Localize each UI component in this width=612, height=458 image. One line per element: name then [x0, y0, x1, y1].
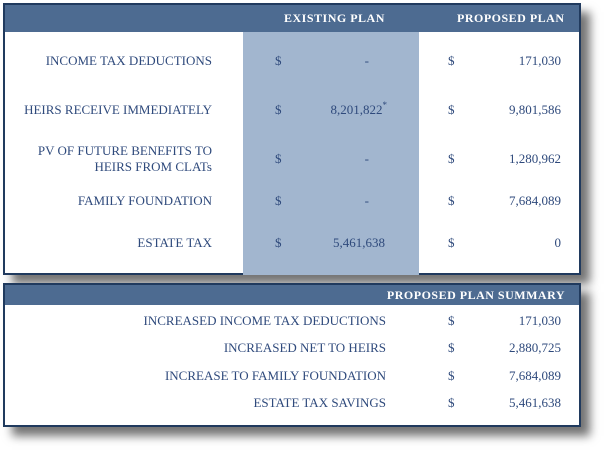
- summary-row-label: INCREASED INCOME TAX DEDUCTIONS: [143, 313, 386, 328]
- row-label-line2: HEIRS FROM CLATs: [94, 159, 212, 174]
- summary-row-label: ESTATE TAX SAVINGS: [253, 395, 386, 410]
- currency-symbol: $: [275, 102, 282, 117]
- currency-symbol: $: [448, 235, 455, 250]
- row-label: HEIRS RECEIVE IMMEDIATELY: [24, 102, 212, 117]
- proposed-value: 0: [554, 235, 561, 250]
- row-label: INCOME TAX DEDUCTIONS: [45, 53, 212, 68]
- summary-row-value: 5,461,638: [509, 395, 561, 410]
- summary-title: PROPOSED PLAN SUMMARY: [386, 288, 565, 302]
- currency-symbol: $: [448, 313, 455, 328]
- existing-value: 8,201,822: [330, 102, 383, 117]
- proposed-plan-header: PROPOSED PLAN: [457, 11, 565, 25]
- proposed-plan-summary-table: [3, 283, 581, 427]
- row-label: FAMILY FOUNDATION: [77, 193, 212, 208]
- currency-symbol: $: [448, 368, 455, 383]
- summary-row-value: 171,030: [518, 313, 561, 328]
- row-label: ESTATE TAX: [137, 235, 212, 250]
- existing-value-group: [330, 99, 388, 118]
- currency-symbol: $: [448, 151, 455, 166]
- currency-symbol: $: [448, 193, 455, 208]
- proposed-value: 171,030: [518, 53, 561, 68]
- summary-header-bar: [5, 285, 579, 305]
- plan-comparison-table: [3, 3, 581, 275]
- proposed-value: 9,801,586: [509, 102, 561, 117]
- proposed-value: 7,684,089: [509, 193, 561, 208]
- currency-symbol: $: [448, 395, 455, 410]
- summary-row-label: INCREASED NET TO HEIRS: [223, 340, 386, 355]
- existing-plan-column: [243, 32, 419, 275]
- currency-symbol: $: [275, 151, 282, 166]
- proposed-value: 1,280,962: [509, 151, 561, 166]
- summary-row-value: 2,880,725: [509, 340, 561, 355]
- existing-value: -: [364, 193, 369, 208]
- existing-plan-header: EXISTING PLAN: [284, 11, 385, 25]
- currency-symbol: $: [275, 193, 282, 208]
- row-label-line1: PV OF FUTURE BENEFITS TO: [37, 143, 212, 158]
- summary-row-value: 7,684,089: [509, 368, 561, 383]
- currency-symbol: $: [448, 102, 455, 117]
- currency-symbol: $: [448, 340, 455, 355]
- summary-row-label: INCREASE TO FAMILY FOUNDATION: [164, 368, 386, 383]
- footnote-marker: *: [382, 99, 387, 110]
- currency-symbol: $: [275, 53, 282, 68]
- currency-symbol: $: [275, 235, 282, 250]
- existing-value: -: [364, 53, 369, 68]
- table-header-bar: [5, 5, 579, 32]
- currency-symbol: $: [448, 53, 455, 68]
- existing-value: 5,461,638: [333, 235, 385, 250]
- existing-value: -: [364, 151, 369, 166]
